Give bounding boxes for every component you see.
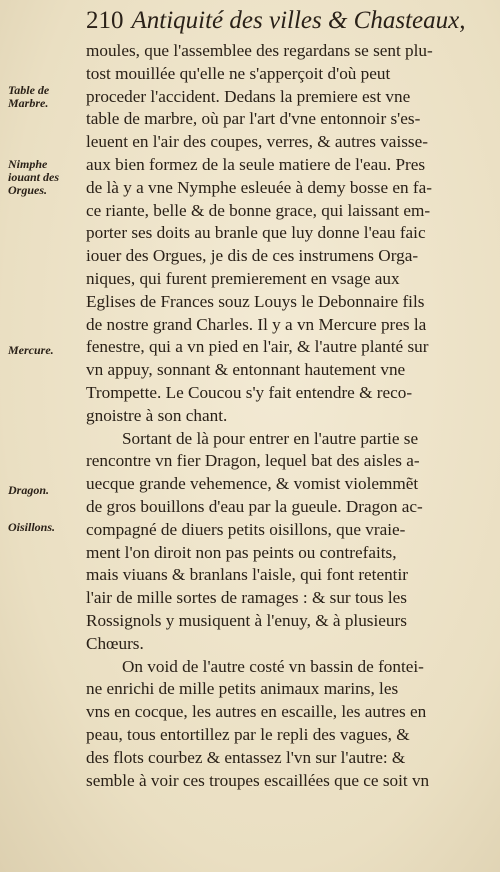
text-line: Chœurs. bbox=[86, 633, 144, 653]
page-number: 210 bbox=[86, 7, 124, 34]
margin-note-line: Table de bbox=[8, 83, 50, 97]
text-line: ce riante, belle & de bonne grace, qui laissant em- bbox=[86, 200, 431, 220]
text-line: Sortant de là pour entrer en l'autre partie se bbox=[122, 428, 419, 448]
text-line: mais viuans & branlans l'aisle, qui font retentir bbox=[86, 565, 408, 585]
text-line: moules, que l'assemblee des regardans se sent plu- bbox=[86, 41, 433, 60]
text-line: peau, tous entortillez par le repli des vagues, & bbox=[86, 724, 410, 744]
margin-note-mercure bbox=[8, 344, 54, 357]
text-line: aux bien formez de la seule matiere de l'eau. Pres bbox=[86, 154, 426, 174]
margin-note-line: Oisillons. bbox=[8, 520, 56, 534]
text-line: fenestre, qui a vn pied en l'air, & l'autre planté sur bbox=[86, 337, 429, 357]
text-line: vns en cocque, les autres en escaille, les autres en bbox=[86, 702, 427, 722]
margin-note-line: Dragon. bbox=[8, 483, 50, 497]
text-line: Trompette. Le Coucou s'y fait entendre & reco- bbox=[86, 382, 413, 402]
text-line: semble à voir ces troupes escaillées que ce soit vn bbox=[86, 770, 430, 790]
text-line: rencontre vn fier Dragon, lequel bat des aisles a- bbox=[86, 451, 420, 471]
text-line: leuent en l'air des coupes, verres, & autres vaisse- bbox=[86, 132, 428, 152]
margin-note-table-de-marbre bbox=[8, 84, 49, 110]
running-header bbox=[86, 6, 494, 36]
text-line: tost mouillée qu'elle ne s'apperçoit d'où peut bbox=[86, 63, 391, 83]
text-line: de gros bouillons d'eau par la gueule. Dragon ac- bbox=[86, 496, 423, 516]
text-line: ne enrichi de mille petits animaux marins, les bbox=[86, 679, 399, 699]
body-text bbox=[86, 40, 472, 792]
text-line: niques, qui furent premierement en vsage aux bbox=[86, 268, 400, 288]
text-line: proceder l'accident. Dedans la premiere est vne bbox=[86, 86, 411, 106]
text-line: gnoistre à son chant. bbox=[86, 405, 228, 425]
text-line: de là y a vne Nymphe esleuée à demy bosse en fa- bbox=[86, 177, 432, 197]
margin-note-line: Orgues. bbox=[8, 183, 48, 197]
running-title: Antiquité des villes & Chasteaux, bbox=[131, 7, 466, 34]
text-line: table de marbre, où par l'art d'vne entonnoir s'es- bbox=[86, 109, 421, 129]
margin-note-dragon bbox=[8, 484, 49, 497]
text-line: l'air de mille sortes de ramages : & sur tous les bbox=[86, 588, 407, 608]
margin-note-nimphe bbox=[8, 158, 59, 197]
text-line: de nostre grand Charles. Il y a vn Mercure pres la bbox=[86, 314, 427, 334]
text-line: des flots courbez & entassez l'vn sur l'autre: & bbox=[86, 747, 406, 767]
margin-note-line: iouant des bbox=[8, 170, 60, 184]
text-line: vn appuy, sonnant & entonnant hautement vne bbox=[86, 360, 406, 380]
text-line: Eglises de Frances souz Louys le Debonnaire fils bbox=[86, 291, 425, 311]
text-line: On void de l'autre costé vn bassin de fontei- bbox=[122, 656, 424, 676]
text-line: porter ses doits au branle que luy donne l'eau faic bbox=[86, 223, 426, 243]
margin-note-oisillons bbox=[8, 521, 55, 534]
text-line: compagné de diuers petits oisillons, que vraie- bbox=[86, 519, 406, 539]
text-line: iouer des Orgues, je dis de ces instrumens Orga- bbox=[86, 246, 419, 266]
text-line: Rossignols y musiquent à l'enuy, & à plusieurs bbox=[86, 610, 407, 630]
text-line: uecque grande vehemence, & vomist violemmẽt bbox=[86, 474, 419, 494]
margin-note-line: Mercure. bbox=[8, 343, 54, 357]
text-line: ment l'on diroit non pas peints ou contrefaits, bbox=[86, 542, 397, 562]
margin-note-line: Marbre. bbox=[8, 96, 49, 110]
margin-note-line: Nimphe bbox=[8, 157, 48, 171]
